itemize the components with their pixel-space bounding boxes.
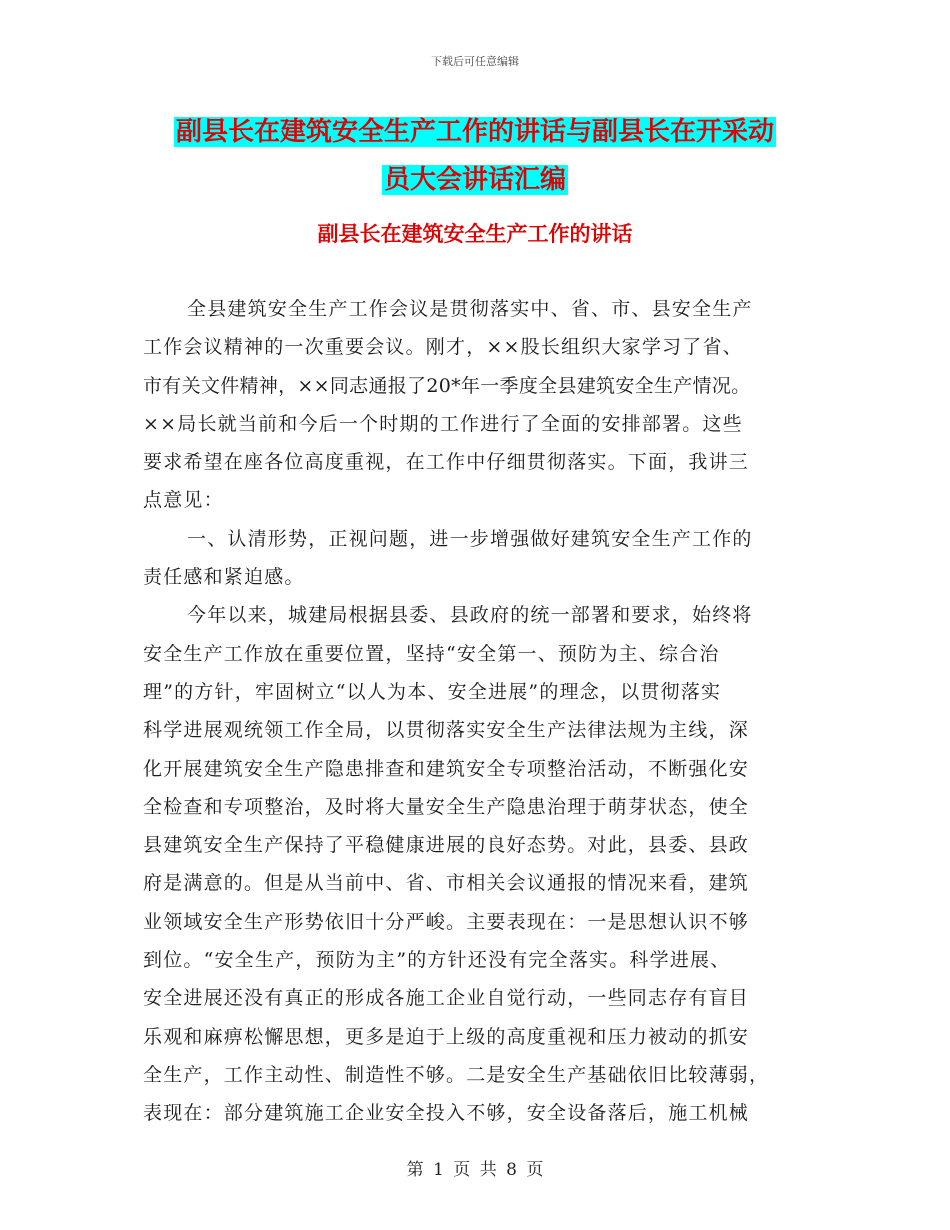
paragraph-line: 科学进展观统领工作全局，以贯彻落实安全生产法律法规为主线，深 — [143, 719, 750, 742]
paragraph-line: 化开展建筑安全生产隐患排查和建筑安全专项整治活动，不断强化安 — [143, 757, 750, 780]
paragraph-line: 安全生产工作放在重要位置，坚持“安全第一、预防为主、综合治 — [143, 642, 720, 665]
paragraph-line: 理”的方针，牢固树立“以人为本、安全进展”的理念，以贯彻落实 — [143, 680, 722, 703]
paragraph-line: 全生产，工作主动性、制造性不够。二是安全生产基础依旧比较薄弱， — [143, 1063, 770, 1086]
paragraph-line: 全检查和专项整治，及时将大量安全生产隐患治理于萌芽状态，使全 — [143, 795, 750, 818]
paragraph-line: 工作会议精神的一次重要会议。刚才，××股长组织大家学习了省、 — [143, 336, 743, 359]
paragraph-line: 全县建筑安全生产工作会议是贯彻落实中、省、市、县安全生产 — [187, 298, 753, 320]
page-number-footer: 第 1 页 共 8 页 — [406, 1160, 544, 1180]
paragraph-line: 县建筑安全生产保持了平稳健康进展的良好态势。对此，县委、县政 — [143, 834, 750, 857]
paragraph-line: 点意见： — [143, 489, 224, 512]
paragraph-line: 到位。“安全生产，预防为主”的方针还没有完全落实。科学进展、 — [143, 949, 731, 972]
paragraph-line: 今年以来，城建局根据县委、县政府的统一部署和要求，始终将 — [187, 604, 753, 627]
document-title-line-1: 副县长在建筑安全生产工作的讲话与副县长在开采动 — [175, 117, 774, 147]
paragraph-line: 要求希望在座各位高度重视，在工作中仔细贯彻落实。下面，我讲三 — [143, 451, 750, 474]
paragraph-line: 责任感和紧迫感。 — [143, 566, 305, 589]
paragraph-line: 业领域安全生产形势依旧十分严峻。主要表现在：一是思想认识不够 — [143, 910, 750, 933]
body-text — [143, 290, 803, 1133]
header-note: 下载后可任意编辑 — [431, 55, 519, 68]
paragraph-line: 安全进展还没有真正的形成各施工企业自觉行动，一些同志存有盲目 — [143, 987, 750, 1010]
paragraph-line: 府是满意的。但是从当前中、省、市相关会议通报的情况来看，建筑 — [143, 872, 750, 895]
document-title — [0, 108, 950, 204]
paragraph-line: 表现在：部分建筑施工企业安全投入不够，安全设备落后，施工机械 — [143, 1102, 750, 1125]
paragraph-line: ××局长就当前和今后一个时期的工作进行了全面的安排部署。这些 — [143, 412, 743, 435]
paragraph-line: 一、认清形势，正视问题，进一步增强做好建筑安全生产工作的 — [187, 527, 753, 550]
section-title: 副县长在建筑安全生产工作的讲话 — [317, 222, 633, 246]
paragraph-line: 乐观和麻痹松懈思想，更多是迫于上级的高度重视和压力被动的抓安 — [143, 1025, 750, 1048]
paragraph-line: 市有关文件精神，××同志通报了20*年一季度全县建筑安全生产情况。 — [143, 374, 751, 397]
document-title-line-2: 员大会讲话汇编 — [383, 165, 566, 195]
